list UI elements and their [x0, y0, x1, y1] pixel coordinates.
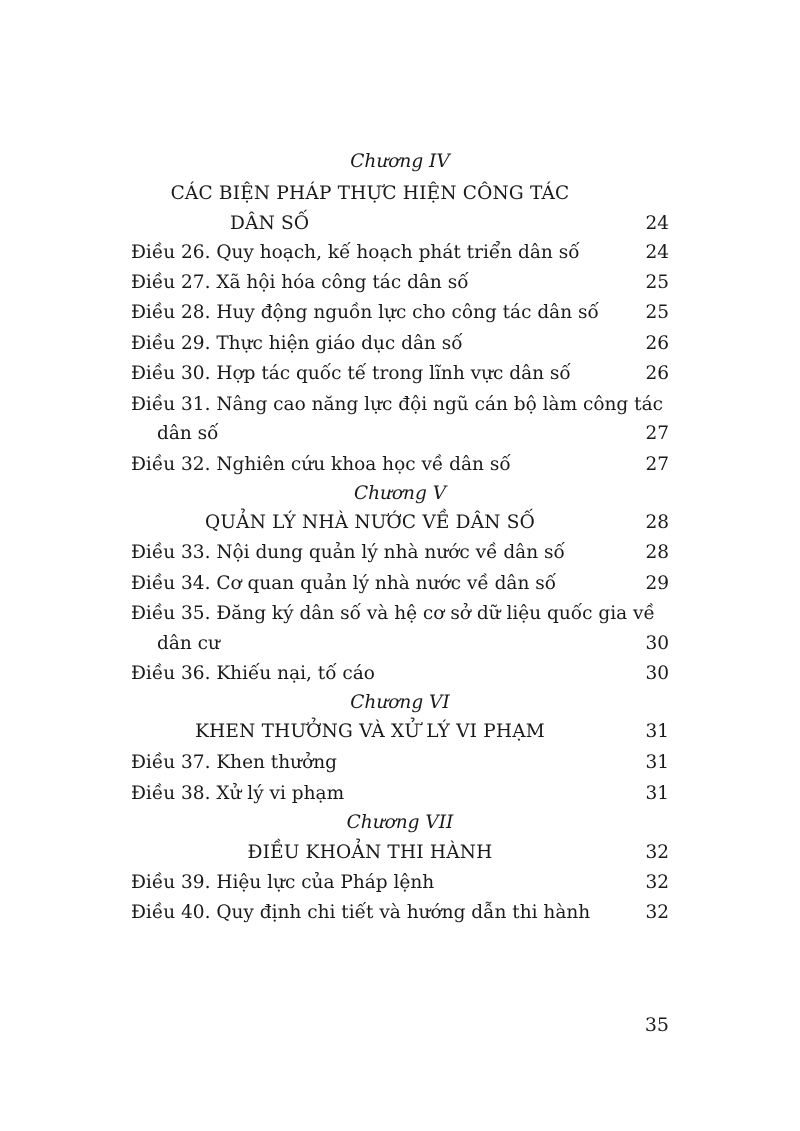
chapter-7-title-line [0, 838, 800, 868]
toc-entry [0, 298, 800, 328]
article-title: Điều 29. Thực hiện giáo dục dân số [131, 333, 463, 354]
article-title: Điều 30. Hợp tác quốc tế trong lĩnh vực dân số [131, 363, 571, 384]
chapter-6-title-line [0, 717, 800, 747]
toc-entry [0, 268, 800, 298]
toc-entry [0, 359, 800, 389]
chapter-title-continued: DÂN SỐ [230, 213, 310, 234]
article-title: Điều 39. Hiệu lực của Pháp lệnh [131, 872, 435, 893]
article-title-continued: dân số [157, 423, 219, 444]
chapter-6-label-line [0, 688, 800, 718]
article-title: Điều 34. Cơ quan quản lý nhà nước về dân số [131, 573, 557, 594]
article-title: Điều 38. Xử lý vi phạm [131, 783, 345, 804]
article-title-continued: dân cư [157, 633, 220, 654]
page-ref: 30 [645, 663, 669, 684]
article-title: Điều 33. Nội dung quản lý nhà nước về dân số [131, 542, 565, 563]
toc-entry [0, 329, 800, 359]
article-title: Điều 32. Nghiên cứu khoa học về dân số [131, 454, 511, 475]
page-ref: 27 [645, 423, 669, 444]
toc-entry [0, 868, 800, 898]
chapter-label: Chương IV [350, 151, 450, 172]
article-title: Điều 26. Quy hoạch, kế hoạch phát triển dân số [131, 242, 580, 263]
toc-entry [0, 599, 800, 629]
toc-entry [0, 538, 800, 568]
chapter-5-title-line [0, 508, 800, 538]
page-ref: 31 [645, 721, 669, 742]
article-title: Điều 40. Quy định chi tiết và hướng dẫn thi hành [131, 902, 591, 923]
article-title: Điều 35. Đăng ký dân số và hệ cơ sở dữ liệu quốc gia về [131, 603, 655, 624]
chapter-label: Chương VII [346, 812, 454, 833]
article-title: Điều 28. Huy động nguồn lực cho công tác dân số [131, 302, 599, 323]
chapter-7-label-line [0, 808, 800, 838]
chapter-title: CÁC BIỆN PHÁP THỰC HIỆN CÔNG TÁC [170, 183, 570, 204]
toc-entry [0, 569, 800, 599]
chapter-title: KHEN THƯỞNG VÀ XỬ LÝ VI PHẠM [195, 721, 545, 742]
page-ref: 26 [645, 363, 669, 384]
chapter-4-title-cont-line [0, 209, 800, 239]
toc-entry-continued [0, 629, 800, 659]
page-ref: 29 [645, 573, 669, 594]
page-ref: 32 [645, 902, 669, 923]
page-ref: 31 [645, 752, 669, 773]
page-ref: 30 [645, 633, 669, 654]
article-title: Điều 31. Nâng cao năng lực đội ngũ cán bộ làm công tác [131, 394, 663, 415]
page-ref: 26 [645, 333, 669, 354]
page-ref: 32 [645, 842, 669, 863]
page-ref: 31 [645, 783, 669, 804]
toc-entry [0, 898, 800, 928]
chapter-label: Chương V [353, 483, 447, 504]
page-ref: 25 [645, 302, 669, 323]
chapter-4-title-line [0, 179, 800, 209]
page-ref: 27 [645, 454, 669, 475]
page-number: 35 [644, 1014, 669, 1036]
page-ref: 25 [645, 272, 669, 293]
chapter-title: QUẢN LÝ NHÀ NƯỚC VỀ DÂN SỐ [205, 512, 535, 533]
toc-entry [0, 390, 800, 420]
toc-entry [0, 659, 800, 689]
article-title: Điều 36. Khiếu nại, tố cáo [131, 663, 375, 684]
chapter-title: ĐIỀU KHOẢN THI HÀNH [247, 842, 493, 863]
toc-entry [0, 779, 800, 809]
page-ref: 32 [645, 872, 669, 893]
toc-entry [0, 450, 800, 480]
toc-entry-continued [0, 419, 800, 449]
page-ref: 28 [645, 542, 669, 563]
chapter-5-label-line [0, 479, 800, 509]
page-ref: 24 [645, 242, 669, 263]
chapter-label: Chương VI [350, 692, 450, 713]
toc-entry [0, 748, 800, 778]
page-ref: 24 [645, 213, 669, 234]
chapter-4-label-line [0, 147, 800, 177]
page-ref: 28 [645, 512, 669, 533]
article-title: Điều 37. Khen thưởng [131, 752, 337, 773]
article-title: Điều 27. Xã hội hóa công tác dân số [131, 272, 469, 293]
toc-entry [0, 238, 800, 268]
